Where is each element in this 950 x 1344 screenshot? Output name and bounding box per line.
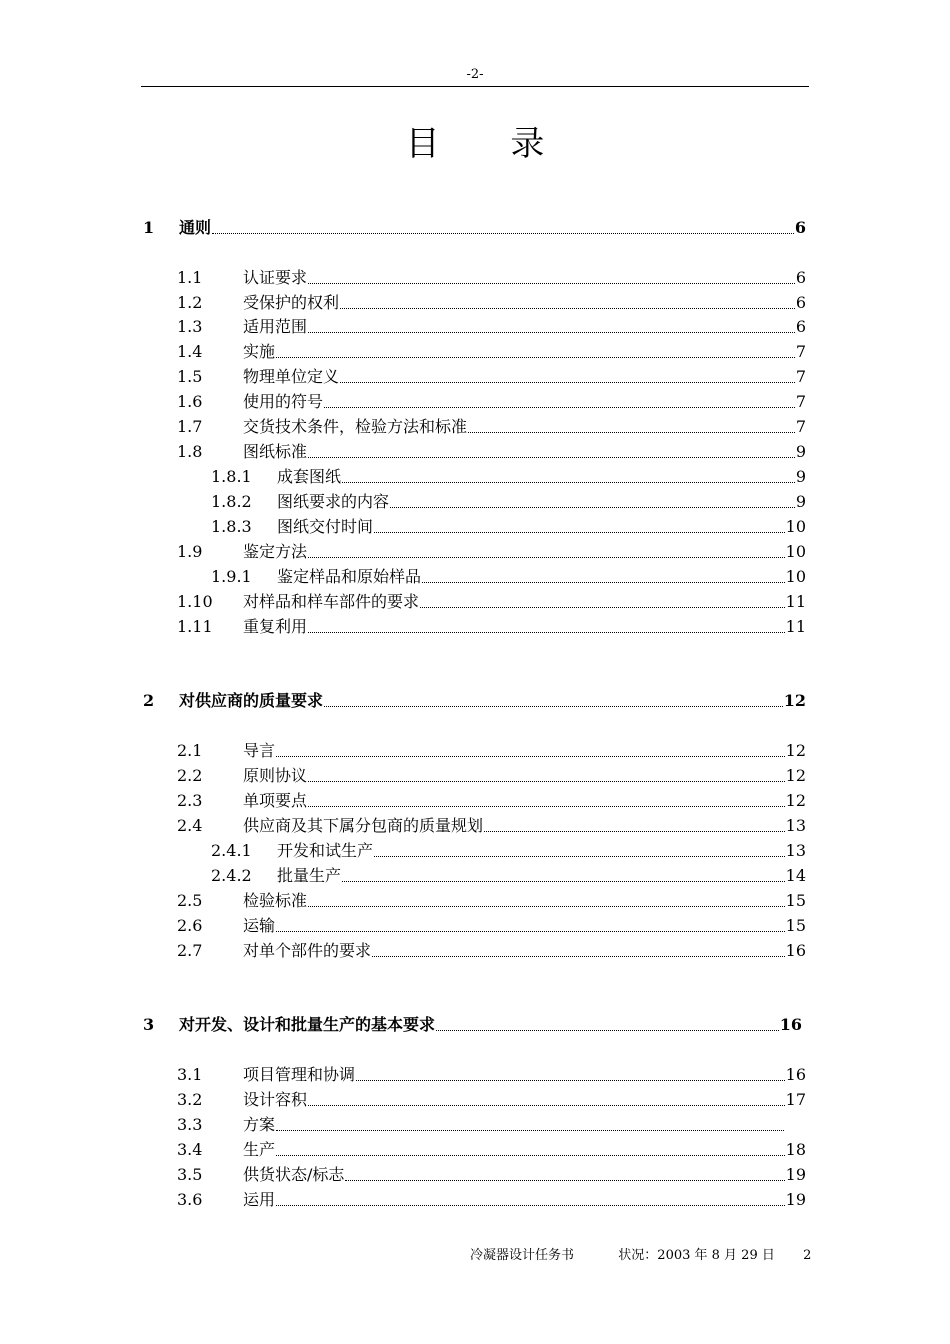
toc-entry-page: 10 (785, 542, 806, 561)
toc-entry-title: 物理单位定义 (243, 367, 340, 386)
toc-leader-dots (324, 706, 783, 707)
toc-entry[interactable] (177, 1139, 806, 1161)
toc-entry-page: 7 (795, 342, 806, 361)
toc-entry-title: 实施 (243, 342, 276, 361)
toc-entry-title: 成套图纸 (277, 467, 342, 486)
toc-entry-title: 设计容积 (243, 1090, 308, 1109)
toc-entry-number: 1.6 (177, 392, 203, 411)
toc-leader-dots (345, 1180, 784, 1181)
toc-entry-number: 3.4 (177, 1140, 203, 1159)
toc-entry-page: 9 (795, 492, 806, 511)
toc-entry-number: 2.4.2 (211, 866, 252, 885)
toc-leader-dots (324, 407, 795, 408)
toc-entry-number: 1.8.3 (211, 517, 252, 536)
toc-entry-title: 对供应商的质量要求 (179, 691, 324, 710)
toc-entry-number: 1.4 (177, 342, 203, 361)
toc-chapter-entry[interactable] (143, 690, 806, 712)
toc-entry-number: 2.4 (177, 816, 203, 835)
toc-entry[interactable] (177, 740, 806, 762)
toc-leader-dots (342, 482, 795, 483)
toc-entry-title: 对开发、设计和批量生产的基本要求 (179, 1015, 436, 1034)
toc-entry[interactable] (177, 1064, 806, 1086)
toc-entry-title: 认证要求 (243, 268, 308, 287)
header-rule (141, 86, 809, 87)
toc-entry-page: 17 (785, 1090, 806, 1109)
toc-entry-title: 运用 (243, 1190, 276, 1209)
header-page-number: -2- (466, 67, 484, 82)
toc-entry-number: 3.1 (177, 1065, 203, 1084)
page-footer (470, 1244, 811, 1263)
toc-entry-title: 对单个部件的要求 (243, 941, 372, 960)
toc-leader-dots (308, 557, 785, 558)
toc-entry[interactable] (177, 890, 806, 912)
toc-leader-dots (340, 308, 795, 309)
toc-entry-title: 批量生产 (277, 866, 342, 885)
toc-entry-number: 3.3 (177, 1115, 203, 1134)
toc-entry-title: 运输 (243, 916, 276, 935)
toc-entry-page: 12 (783, 691, 806, 710)
toc-entry-page: 11 (785, 617, 806, 636)
toc-entry[interactable] (177, 591, 806, 613)
toc-entry-number: 1.2 (177, 293, 203, 312)
toc-entry[interactable] (177, 915, 806, 937)
toc-leader-dots (308, 806, 785, 807)
footer-status: 状况：2003 年 8 月 29 日 (618, 1248, 775, 1263)
toc-entry-number: 1.8 (177, 442, 203, 461)
toc-leader-dots (276, 1155, 785, 1156)
toc-entry-page: 10 (785, 517, 806, 536)
toc-entry-number: 1.9 (177, 542, 203, 561)
toc-entry-title: 适用范围 (243, 317, 308, 336)
toc-leader-dots (468, 432, 795, 433)
toc-entry-title: 交货技术条件，检验方法和标准 (243, 417, 468, 436)
toc-entry-number: 3 (143, 1015, 155, 1034)
toc-entry-page: 7 (795, 392, 806, 411)
toc-entry-title: 鉴定样品和原始样品 (277, 567, 422, 586)
toc-entry-number: 2.3 (177, 791, 203, 810)
toc-entry-title: 原则协议 (243, 766, 308, 785)
toc-entry-title: 重复利用 (243, 617, 308, 636)
toc-entry-number: 2.6 (177, 916, 203, 935)
toc-entry-number: 3.5 (177, 1165, 203, 1184)
toc-entry-title: 通则 (179, 218, 212, 237)
toc-leader-dots (390, 507, 795, 508)
toc-entry-page: 9 (795, 467, 806, 486)
toc-entry-title: 单项要点 (243, 791, 308, 810)
toc-leader-dots (308, 1105, 785, 1106)
toc-entry[interactable] (177, 1114, 806, 1136)
toc-entry-title: 供货状态/标志 (243, 1165, 345, 1184)
toc-entry-title: 导言 (243, 741, 276, 760)
toc-entry-page: 6 (795, 268, 806, 287)
toc-entry-page: 6 (795, 317, 806, 336)
toc-leader-dots (484, 831, 785, 832)
toc-entry-page: 15 (785, 891, 806, 910)
toc-entry-number: 2.4.1 (211, 841, 252, 860)
toc-entry-title: 项目管理和协调 (243, 1065, 356, 1084)
toc-entry-page: 13 (785, 841, 806, 860)
toc-entry[interactable] (177, 541, 806, 563)
toc-leader-dots (212, 233, 794, 234)
toc-leader-dots (276, 1130, 784, 1131)
toc-chapter-entry[interactable] (143, 217, 806, 239)
toc-leader-dots (356, 1080, 785, 1081)
toc-entry-number: 2.2 (177, 766, 203, 785)
toc-entry-number: 3.6 (177, 1190, 203, 1209)
toc-entry-number: 1.10 (177, 592, 213, 611)
toc-leader-dots (308, 283, 795, 284)
toc-entry[interactable] (177, 940, 806, 962)
toc-entry-number: 1.3 (177, 317, 203, 336)
toc-entry[interactable] (177, 1189, 806, 1211)
toc-entry[interactable] (177, 790, 806, 812)
toc-leader-dots (308, 332, 795, 333)
toc-entry[interactable] (177, 292, 806, 314)
toc-entry-title: 检验标准 (243, 891, 308, 910)
toc-leader-dots (374, 856, 785, 857)
toc-entry[interactable] (177, 316, 806, 338)
toc-entry-number: 1.11 (177, 617, 213, 636)
toc-leader-dots (340, 382, 795, 383)
toc-entry-title: 鉴定方法 (243, 542, 308, 561)
toc-leader-dots (308, 906, 785, 907)
toc-entry[interactable] (211, 840, 806, 862)
toc-leader-dots (422, 582, 785, 583)
toc-entry[interactable] (177, 765, 806, 787)
toc-entry-title: 使用的符号 (243, 392, 324, 411)
toc-leader-dots (436, 1030, 779, 1031)
toc-entry-page: 9 (795, 442, 806, 461)
toc-entry-title: 图纸交付时间 (277, 517, 374, 536)
toc-entry-page: 14 (785, 866, 806, 885)
toc-entry-number: 1.8.2 (211, 492, 252, 511)
toc-entry-number: 1.8.1 (211, 467, 252, 486)
toc-entry-page: 18 (785, 1140, 806, 1159)
toc-entry[interactable] (211, 566, 806, 588)
toc-entry[interactable] (211, 491, 806, 513)
toc-entry[interactable] (177, 416, 806, 438)
page-title: 目 录 (405, 124, 575, 164)
toc-entry-number: 2.5 (177, 891, 203, 910)
toc-entry-title: 受保护的权利 (243, 293, 340, 312)
toc-entry-page: 15 (785, 916, 806, 935)
toc-entry[interactable] (177, 1164, 806, 1186)
toc-entry-page: 16 (785, 941, 806, 960)
toc-leader-dots (374, 532, 785, 533)
footer-page-number: 2 (803, 1248, 812, 1263)
toc-entry-number: 2.1 (177, 741, 203, 760)
toc-entry-title: 图纸要求的内容 (277, 492, 390, 511)
toc-entry-number: 2 (143, 691, 155, 710)
toc-entry[interactable] (177, 815, 806, 837)
toc-entry-number: 1.1 (177, 268, 203, 287)
toc-entry-page: 16 (785, 1065, 806, 1084)
toc-entry-page: 16 (779, 1015, 802, 1034)
toc-chapter-entry[interactable] (143, 1014, 802, 1036)
toc-entry-title: 开发和试生产 (277, 841, 374, 860)
toc-entry-title: 供应商及其下属分包商的质量规划 (243, 816, 484, 835)
toc-entry[interactable] (211, 466, 806, 488)
toc-entry[interactable] (177, 267, 806, 289)
toc-entry-page: 11 (785, 592, 806, 611)
toc-entry-page: 19 (785, 1190, 806, 1209)
toc-entry-page: 12 (785, 766, 806, 785)
toc-entry-number: 3.2 (177, 1090, 203, 1109)
toc-leader-dots (276, 931, 785, 932)
footer-doc-title: 冷凝器设计任务书 (470, 1248, 575, 1263)
toc-leader-dots (276, 1205, 785, 1206)
toc-entry[interactable] (177, 366, 806, 388)
toc-leader-dots (308, 632, 785, 633)
toc-entry-number: 2.7 (177, 941, 203, 960)
toc-entry[interactable] (177, 441, 806, 463)
toc-leader-dots (308, 781, 785, 782)
toc-entry[interactable] (177, 1089, 806, 1111)
toc-entry-page: 6 (794, 218, 806, 237)
toc-entry-page: 19 (785, 1165, 806, 1184)
toc-leader-dots (372, 956, 785, 957)
toc-leader-dots (342, 881, 785, 882)
toc-entry-number: 1.7 (177, 417, 203, 436)
toc-entry-title: 图纸标准 (243, 442, 308, 461)
toc-entry-page: 12 (785, 791, 806, 810)
toc-leader-dots (276, 357, 795, 358)
toc-entry-number: 1.5 (177, 367, 203, 386)
toc-entry-page: 7 (795, 367, 806, 386)
toc-entry-title: 方案 (243, 1115, 276, 1134)
toc-leader-dots (420, 607, 785, 608)
toc-entry-page: 13 (785, 816, 806, 835)
toc-entry-number: 1.9.1 (211, 567, 252, 586)
toc-leader-dots (308, 457, 795, 458)
toc-entry-title: 对样品和样车部件的要求 (243, 592, 420, 611)
toc-entry-page: 12 (785, 741, 806, 760)
toc-entry[interactable] (211, 865, 806, 887)
toc-entry-page: 6 (795, 293, 806, 312)
toc-entry-page: 7 (795, 417, 806, 436)
toc-entry-page: 10 (785, 567, 806, 586)
toc-entry[interactable] (177, 341, 806, 363)
toc-entry-title: 生产 (243, 1140, 276, 1159)
toc-entry[interactable] (211, 516, 806, 538)
toc-entry[interactable] (177, 616, 806, 638)
toc-entry-number: 1 (143, 218, 155, 237)
toc-leader-dots (276, 756, 785, 757)
toc-entry[interactable] (177, 391, 806, 413)
